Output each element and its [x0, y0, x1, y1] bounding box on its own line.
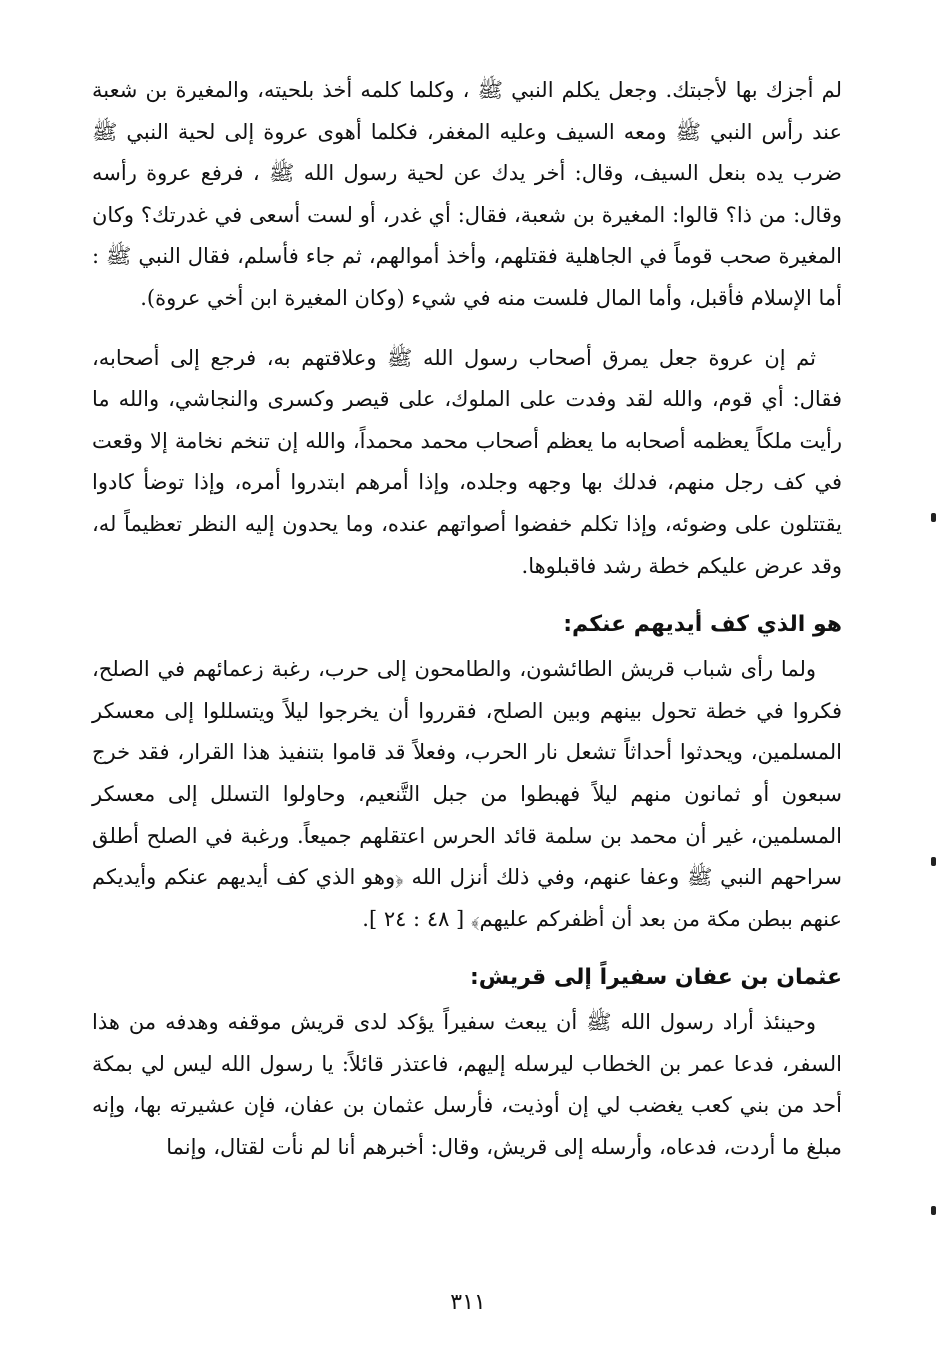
paragraph-uthman-sent: وحينئذ أراد رسول الله ﷺ أن يبعث سفيراً يؤكد لدى قريش موقفه وهدفه من هذا السفر، فدعا عمر بن الخطاب ليرسله إليهم، فاعتذر قائلاً: يا رسول الله ليس لي بمكة أحد من بني كعب يغضب لي إن أوذيت، فأرسل عثمان بن عفان، فإن عشيرته بها، وإنه مبلغ ما أردت، فدعاه، وأرسله إلى قريش، وقال: أخبرهم أنا لم نأت لقتال، وإنما [92, 1010, 842, 1160]
paragraph-gap [92, 320, 842, 338]
section-heading-restrained-hands: هو الذي كف أيديهم عنكم: [563, 612, 842, 638]
paragraph-quraysh-youths: ولما رأى شباب قريش الطائشون، والطامحون إلى حرب، رغبة زعمائهم في الصلح، فكروا في خطة تحول بينهم وبين الصلح، فقرروا أن يخرجوا ليلاً ويتسللوا إلى معسكر المسلمين، ويحدثوا أحداثاً تشعل نار الحرب، وفعلاً قد قاموا بتنفيذ هذا القرار، فقد خرج سبعون أو ثمانون منهم ليلاً فهبطوا من جبل التَّنعيم، وحاولوا التسلل إلى معسكر المسلمين، غير أن محمد بن سلمة قائد الحرس اعتقلهم جميعاً. ورغبة في الصلح أطلق سراحهم النبي ﷺ وعفا عنهم، وفي ذلك أنزل الله ﴿وهو الذي كف أيديهم عنكم وأيديكم عنهم ببطن مكة من بعد أن أظفركم عليهم﴾ [ ٤٨ : ٢٤ ]. [92, 657, 842, 931]
paragraph-urwa-negotiation: لم أجزك بها لأجبتك. وجعل يكلم النبي ﷺ ، وكلما كلمه أخذ بلحيته، والمغيرة بن شعبة عند رأس النبي ﷺ ومعه السيف وعليه المغفر، فكلما أهوى عروة إلى لحية النبي ﷺ ضرب يده بنعل السيف، وقال: أخر يدك عن لحية رسول الله ﷺ ، فرفع عروة رأسه وقال: من ذا؟ قالوا: المغيرة بن شعبة، فقال: أي غدر، أو لست أسعى في غدرتك؟ وكان المغيرة صحب قوماً في الجاهلية فقتلهم، وأخذ أموالهم، ثم جاء فأسلم، فقال النبي ﷺ : أما الإسلام فأقبل، وأما المال فلست منه في شيء (وكان المغيرة ابن أخي عروة). [92, 78, 842, 310]
paragraph-urwa-report: ثم إن عروة جعل يمرق أصحاب رسول الله ﷺ وعلاقتهم به، فرجع إلى أصحابه، فقال: أي قوم، والله لقد وفدت على الملوك، على قيصر وكسرى والنجاشي، والله ما رأيت ملكاً يعظمه أصحابه ما يعظم أصحاب محمد محمداً، والله إن تنخم نخامة إلا وقعت في كف رجل منهم، فدلك بها وجهه وجلده، وإذا أمرهم ابتدروا أمره، وإذا توضأ كادوا يقتتلون على وضوئه، وإذا تكلم خفضوا أصواتهم عنده، وما يحدون إليه النظر تعظيماً له، وقد عرض عليكم خطة رشد فاقبلوها. [92, 345, 842, 578]
section-heading-uthman-envoy: عثمان بن عفان سفيراً إلى قريش: [469, 965, 842, 991]
page-number: ٣١١ [450, 1290, 486, 1315]
margin-mark [931, 857, 936, 866]
page-body [92, 70, 842, 1169]
margin-mark [931, 513, 936, 522]
margin-mark [931, 1206, 936, 1215]
